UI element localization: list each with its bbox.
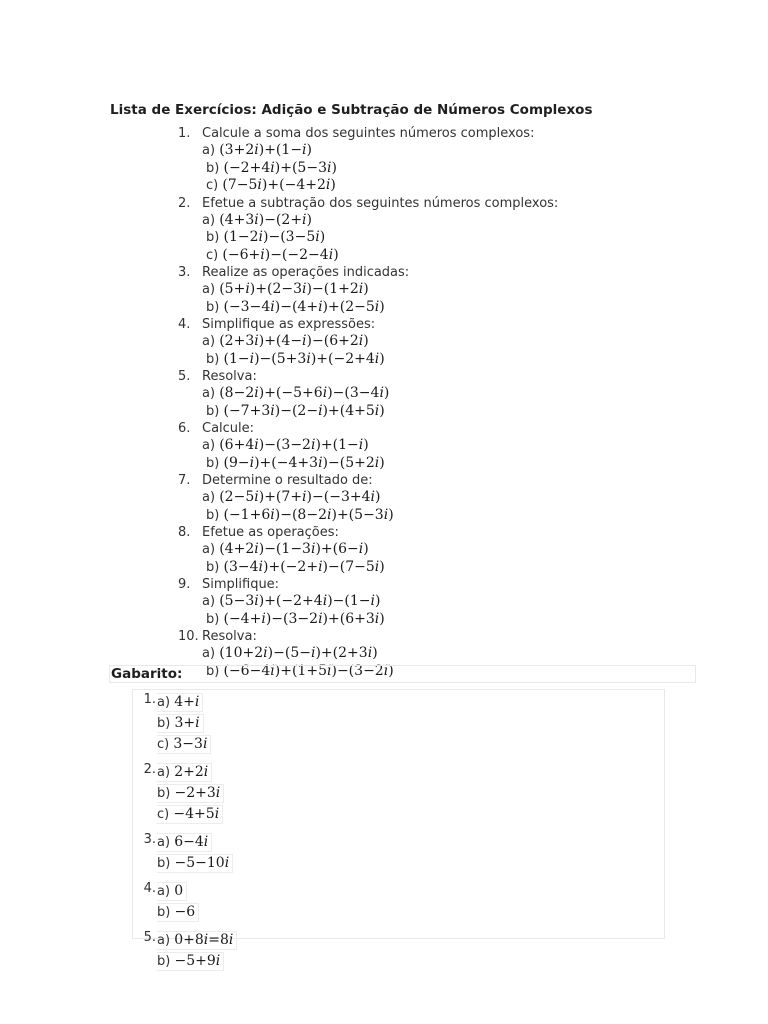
subitem-label: c) bbox=[206, 247, 219, 263]
answer-number: 3. bbox=[143, 832, 156, 847]
exercise-subitem bbox=[178, 559, 678, 577]
answer-item bbox=[133, 761, 664, 824]
exercise-number: 5. bbox=[178, 369, 191, 384]
answer-label: a) bbox=[157, 765, 171, 780]
exercise-prompt: Resolva: bbox=[202, 369, 257, 384]
complex-expression: (−3−4i)−(4+i)+(2−5i) bbox=[223, 298, 385, 315]
exercise-subitem bbox=[178, 299, 678, 317]
exercise-subitem bbox=[178, 437, 678, 455]
subitem-label: a) bbox=[202, 646, 216, 661]
exercise-subitem bbox=[178, 611, 678, 629]
subitem-label: b) bbox=[206, 160, 220, 176]
subitem-label: b) bbox=[206, 455, 220, 471]
answer-line bbox=[157, 833, 212, 852]
exercise-subitem bbox=[178, 593, 678, 611]
complex-expression: (2−5i)+(7+i)−(−3+4i) bbox=[219, 489, 381, 505]
complex-expression: (3−4i)+(−2+i)−(7−5i) bbox=[223, 558, 385, 575]
complex-expression: (1−i)−(5+3i)+(−2+4i) bbox=[223, 350, 385, 367]
answer-line bbox=[157, 952, 224, 971]
answer-label: b) bbox=[157, 786, 171, 801]
page-title: Lista de Exercícios: Adição e Subtração de Números Complexos bbox=[110, 102, 593, 118]
exercise-item bbox=[178, 472, 678, 524]
answer-item bbox=[133, 831, 664, 873]
subitem-label: a) bbox=[202, 542, 216, 557]
exercise-subitem bbox=[178, 507, 678, 525]
complex-expression: (6+4i)−(3−2i)+(1−i) bbox=[219, 437, 369, 453]
exercise-item bbox=[178, 368, 678, 420]
answer-line bbox=[157, 763, 212, 782]
exercise-item bbox=[178, 125, 678, 195]
exercise-item bbox=[178, 420, 678, 472]
exercise-number: 4. bbox=[178, 317, 191, 332]
exercise-number: 2. bbox=[178, 195, 191, 211]
answer-label: c) bbox=[157, 807, 170, 822]
exercise-subitem bbox=[178, 489, 678, 507]
exercise-subitem bbox=[178, 541, 678, 559]
answer-value: −5−10i bbox=[174, 855, 230, 871]
answer-line bbox=[157, 931, 237, 950]
complex-expression: (5−3i)+(−2+4i)−(1−i) bbox=[219, 593, 381, 609]
exercise-number: 1. bbox=[178, 126, 191, 141]
complex-expression: (3+2i)+(1−i) bbox=[219, 142, 312, 158]
subitem-label: b) bbox=[206, 299, 220, 315]
answer-number: 1. bbox=[143, 692, 156, 707]
answer-number: 2. bbox=[143, 762, 156, 777]
exercise-number: 8. bbox=[178, 525, 191, 540]
answer-value: 0 bbox=[174, 883, 184, 899]
answer-line bbox=[157, 714, 204, 733]
complex-expression: (−6+i)−(−2−4i) bbox=[222, 246, 339, 263]
exercise-item bbox=[178, 264, 678, 316]
complex-expression: (4+2i)−(1−3i)+(6−i) bbox=[219, 541, 369, 557]
exercise-number: 10. bbox=[178, 629, 199, 644]
exercise-prompt: Simplifique as expressões: bbox=[202, 317, 376, 332]
answer-number: 4. bbox=[143, 881, 156, 896]
answer-value: −6 bbox=[174, 904, 196, 920]
subitem-label: a) bbox=[202, 438, 216, 453]
subitem-label: a) bbox=[202, 212, 216, 228]
answer-value: 3−3i bbox=[173, 736, 208, 752]
exercise-prompt: Calcule a soma dos seguintes números complexos: bbox=[202, 126, 535, 141]
exercise-subitem bbox=[178, 247, 678, 265]
complex-expression: (−7+3i)−(2−i)+(4+5i) bbox=[223, 402, 385, 419]
answer-value: 3+i bbox=[174, 715, 200, 731]
answer-label: b) bbox=[157, 856, 171, 871]
subitem-label: a) bbox=[202, 143, 216, 158]
complex-expression: (−6−4i)+(1+5i)−(3−2i) bbox=[223, 662, 394, 679]
answer-item bbox=[133, 929, 664, 971]
answer-line bbox=[157, 805, 223, 824]
answer-line bbox=[157, 784, 224, 803]
exercise-item bbox=[178, 195, 678, 265]
complex-expression: (−1+6i)−(8−2i)+(5−3i) bbox=[223, 506, 394, 523]
answer-label: b) bbox=[157, 905, 171, 920]
exercise-prompt: Efetue a subtração dos seguintes números complexos: bbox=[202, 195, 559, 211]
exercise-list bbox=[178, 125, 678, 680]
subitem-label: b) bbox=[206, 230, 220, 245]
answer-item bbox=[133, 880, 664, 922]
subitem-label: b) bbox=[206, 559, 220, 575]
answer-value: 6−4i bbox=[174, 834, 209, 850]
answer-value: 0+8i=8i bbox=[174, 932, 234, 948]
complex-expression: (−4+i)−(3−2i)+(6+3i) bbox=[223, 610, 385, 627]
exercise-number: 9. bbox=[178, 577, 191, 592]
subitem-label: b) bbox=[206, 663, 220, 679]
exercise-prompt: Realize as operações indicadas: bbox=[202, 265, 410, 280]
answer-line bbox=[157, 882, 187, 901]
exercise-prompt: Simplifique: bbox=[202, 577, 280, 592]
subitem-label: a) bbox=[202, 594, 216, 609]
answer-label: b) bbox=[157, 954, 171, 969]
exercise-item bbox=[178, 576, 678, 628]
exercise-prompt: Resolva: bbox=[202, 629, 257, 644]
exercise-subitem bbox=[178, 142, 678, 160]
answer-line bbox=[157, 693, 203, 712]
answer-value: −2+3i bbox=[174, 785, 221, 801]
exercise-number: 3. bbox=[178, 265, 191, 280]
exercise-subitem bbox=[178, 385, 678, 403]
subitem-label: b) bbox=[206, 507, 220, 523]
exercise-subitem bbox=[178, 229, 678, 247]
complex-expression: (1−2i)−(3−5i) bbox=[223, 229, 326, 245]
exercise-number: 7. bbox=[178, 473, 191, 488]
complex-expression: (9−i)+(−4+3i)−(5+2i) bbox=[223, 454, 385, 471]
exercise-item bbox=[178, 316, 678, 368]
subitem-label: a) bbox=[202, 334, 216, 349]
exercise-subitem bbox=[178, 403, 678, 421]
exercise-prompt: Calcule: bbox=[202, 421, 255, 436]
answer-label: c) bbox=[157, 737, 170, 752]
subitem-label: a) bbox=[202, 282, 216, 297]
answers-list bbox=[132, 689, 665, 969]
answer-line bbox=[157, 735, 211, 754]
exercise-subitem bbox=[178, 455, 678, 473]
answer-label: a) bbox=[157, 884, 171, 899]
answer-line bbox=[157, 854, 233, 873]
exercise-prompt: Determine o resultado de: bbox=[202, 473, 373, 488]
subitem-label: b) bbox=[206, 403, 220, 419]
answers-title: Gabarito: bbox=[109, 665, 696, 683]
answer-label: a) bbox=[157, 835, 171, 850]
complex-expression: (10+2i)−(5−i)+(2+3i) bbox=[219, 645, 378, 661]
answer-label: a) bbox=[157, 695, 171, 710]
answer-line bbox=[157, 903, 199, 922]
answer-label: b) bbox=[157, 716, 171, 731]
complex-expression: (8−2i)+(−5+6i)−(3−4i) bbox=[219, 385, 390, 401]
exercise-prompt: Efetue as operações: bbox=[202, 525, 339, 540]
exercise-subitem bbox=[178, 645, 678, 663]
answer-value: −4+5i bbox=[173, 806, 220, 822]
subitem-label: b) bbox=[206, 351, 220, 367]
subitem-label: a) bbox=[202, 386, 216, 401]
answer-item bbox=[133, 691, 664, 754]
exercise-subitem bbox=[178, 351, 678, 369]
complex-expression: (2+3i)+(4−i)−(6+2i) bbox=[219, 333, 369, 349]
subitem-label: a) bbox=[202, 490, 216, 505]
exercise-item bbox=[178, 524, 678, 576]
complex-expression: (7−5i)+(−4+2i) bbox=[222, 177, 336, 193]
complex-expression: (−2+4i)+(5−3i) bbox=[223, 159, 337, 176]
exercise-subitem bbox=[178, 160, 678, 178]
complex-expression: (5+i)+(2−3i)−(1+2i) bbox=[219, 281, 369, 297]
exercise-number: 6. bbox=[178, 421, 191, 436]
exercise-subitem bbox=[178, 177, 678, 195]
answer-number: 5. bbox=[143, 930, 156, 945]
answer-value: 2+2i bbox=[174, 764, 209, 780]
answer-value: 4+i bbox=[174, 694, 200, 710]
exercise-subitem bbox=[178, 281, 678, 299]
subitem-label: b) bbox=[206, 611, 220, 627]
exercise-subitem bbox=[178, 333, 678, 351]
exercise-subitem bbox=[178, 212, 678, 230]
subitem-label: c) bbox=[206, 178, 219, 193]
complex-expression: (4+3i)−(2+i) bbox=[219, 211, 312, 228]
answer-value: −5+9i bbox=[174, 953, 221, 969]
answer-label: a) bbox=[157, 933, 171, 948]
